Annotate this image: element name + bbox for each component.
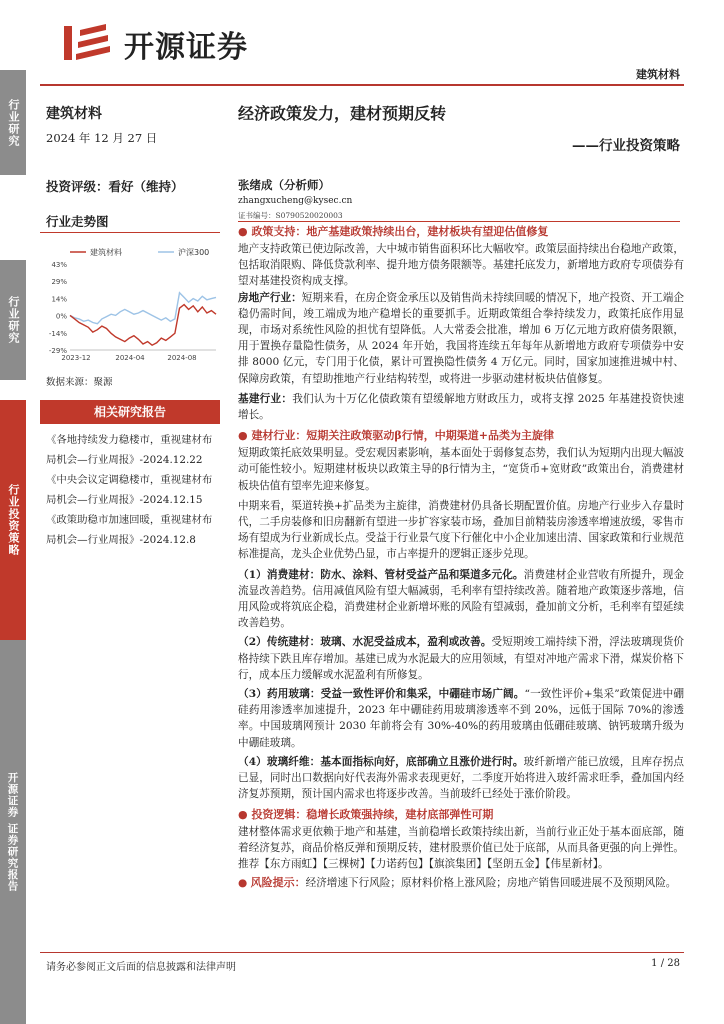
y-tick-label: -29%: [48, 347, 67, 355]
y-tick-label: 14%: [51, 295, 67, 304]
legend: [70, 247, 209, 257]
bullet-dot-icon: ●: [238, 225, 252, 238]
logo-text: 开源证券: [124, 30, 248, 65]
related-report-link[interactable]: 局机会—行业周报》-2024.12.15: [46, 494, 203, 506]
logo-mark-icon: [62, 20, 118, 64]
policy-paragraph: 地产支持政策已使边际改善，大中城市销售面积环比大幅收窄。政策层面持续出台稳地产政策，包括取消限购、降低贷款利率、提升地方债务限额等。基建托底发力，新增地方政府专项债券有望对基建投资构成支撑。: [238, 243, 684, 288]
consumer-materials-paragraph: （1）消费建材：防水、涂料、管材受益产品和渠道多元化。消费建材企业营收有所提升，现金流显改善趋势。信用减值风险有望大幅减弱，毛利率有望持续改善。随着地产政策逐步落地，信用风险或将筑底企稳，消费建材企业新增坏账的风险有望减弱，叠加前文分析，毛利率有望延续改善趋势。: [238, 568, 685, 630]
bullet-dot-icon: ●: [238, 807, 252, 821]
infrastructure-paragraph: 基建行业：我们认为十万亿化债政策有望缓解地方财政压力，或将支撑 2025 年基建投资快速增长。: [238, 392, 684, 422]
related-reports-list: [46, 430, 222, 550]
section-investment-logic: ● 投资逻辑：稳增长政策强持续，建材底部弹性可期: [238, 807, 494, 821]
investment-logic-paragraph: 建材整体需求更依赖于地产和基建，当前稳增长政策持续出新，当前行业正处于基本面底部，随着经济复苏，商品价格反弹和预期反转，建材股票价值已处于底部，从而具备更强的向上弹性。推荐【东方雨虹】【三棵树】【力诺药包】【旗滨集团】【坚朗五金】【伟星新材】。: [238, 825, 684, 870]
sidebar-tab-label: 行业投资策略: [7, 484, 20, 556]
mid-term-paragraph: 中期来看，渠道转换+扩品类为主旋律，消费建材仍具备长期配置价值。房地产行业步入存量时代，二手房装修和旧房翻新有望进一步扩容家装市场，叠加目前精装房渗透率增速放缓，零售市场有望成为行业新成长点。受益于行业景气度下行催化中小企业加速出清、国家政策和行业规范标准提高，龙头企业优势凸显，市占率提升的逻辑正逐步兑现。: [238, 499, 684, 561]
risk-warning: ● 风险提示：经济增速下行风险；原材料价格上涨风险；房地产销售回暖进展不及预期风险。: [238, 876, 677, 890]
sidebar-tab-industry-research-top: [0, 70, 26, 175]
sidebar-tab-label: 行业研究: [7, 98, 20, 147]
legend-label-building-materials: 建筑材料: [90, 248, 122, 257]
related-report-link[interactable]: 《各地持续发力稳楼市，重视建材布: [46, 434, 213, 446]
pharma-glass-paragraph: （3）药用玻璃：受益一致性评价和集采，中硼硅市场广阔。“一致性评价+集采”政策促进中硼硅药用渗透率加速提升，2023 年中硼硅药用玻璃渗透率不到 20%，远低于国际 70%的渗透率。中国玻璃网预计 2030 年前将会有 30%-40%的药用玻璃由低硼硅玻璃、钠钙玻璃升级为中硼硅玻璃。: [238, 688, 684, 749]
y-tick-label: 43%: [51, 261, 67, 269]
x-tick-label: 2024-08: [167, 354, 197, 362]
analyst-email: zhangxucheng@kysec.cn: [238, 196, 353, 206]
related-reports-title: 相关研究报告: [93, 405, 166, 419]
brand-logo: [62, 20, 312, 64]
data-source: 数据来源：聚源: [46, 377, 113, 388]
sidebar-tab-strategy: [0, 400, 26, 640]
legend-label-csi300: 沪深300: [178, 248, 210, 257]
sidebar-tab-brand: [0, 640, 26, 1024]
related-report-link[interactable]: 局机会—行业周报》-2024.12.22: [46, 454, 203, 466]
x-tick-label: 2024-04: [115, 354, 145, 362]
bullet-dot-icon: ●: [238, 877, 251, 890]
traditional-materials-paragraph: （2）传统建材：玻璃、水泥受益成本，盈利或改善。受短期竣工端持续下滑，浮法玻璃现货价格持续下跌且库存增加。基建已成为水泥最大的应用领域，有望对冲地产需求下滑，煤炭价格下行，成本压力缓解或水泥盈利有所修复。: [238, 636, 685, 681]
y-tick-label: 0%: [55, 312, 67, 321]
header-divider: [40, 84, 684, 86]
y-tick-label: 29%: [51, 278, 67, 287]
sidebar-tab-label: 行业研究: [7, 296, 20, 344]
related-report-link[interactable]: 局机会—行业周报》-2024.12.8: [46, 534, 196, 546]
analyst-divider: [238, 221, 680, 222]
analyst-name: 张绪成（分析师）: [238, 178, 330, 192]
sidebar-tab-industry-research: [0, 260, 26, 380]
section-materials-industry: ● 建材行业：短期关注政策驱动β行情，中期渠道+品类为主旋律: [238, 429, 554, 443]
investment-rating: 投资评级：看好（维持）: [46, 179, 184, 194]
glass-fiber-paragraph: （4）玻璃纤维：基本面指标向好，底部确立且涨价进行时。玻纤新增产能已放缓，且库存拐点已显，同时出口数据向好代表海外需求表现更好，二季度开始将进入玻纤需求旺季，叠加国内经济复苏预期，预计国内需求也将逐步改善。当前玻纤已经处于涨价阶段。: [238, 755, 685, 801]
section-policy-support: ● 政策支持：地产基建政策持续出台，建材板块有望迎估值修复: [238, 225, 549, 238]
related-report-link[interactable]: 《政策助稳市加速回暖，重视建材布: [46, 514, 213, 526]
footer-divider: [40, 952, 684, 953]
trend-chart-title: 行业走势图: [46, 214, 109, 229]
related-report-link[interactable]: 《中央会议定调稳楼市，重视建材布: [46, 474, 213, 486]
page-number: 1 / 28: [651, 958, 680, 969]
footer-disclaimer: 请务必参阅正文后面的信息披露和法律声明: [46, 962, 236, 973]
series-line-csi300: [70, 293, 216, 324]
sidebar-tab-label: 开源证券 证券研究报告: [6, 772, 19, 892]
industry-name: 建筑材料: [46, 106, 102, 122]
y-tick-label: -14%: [48, 329, 67, 338]
main-body: [238, 223, 684, 891]
report-date: 2024 年 12 月 27 日: [46, 131, 158, 145]
analyst-cert: 证书编号：S0790520020003: [238, 211, 343, 220]
x-tick-label: 2023-12: [61, 354, 91, 362]
related-reports-header: [40, 400, 220, 424]
trend-chart: [40, 238, 220, 366]
report-title: 经济政策发力，建材预期反转: [238, 104, 447, 123]
trend-chart-top-rule: [40, 232, 220, 233]
bullet-dot-icon: ●: [238, 429, 252, 443]
short-term-paragraph: 短期政策托底效果明显。受宏观因素影响，基本面处于弱修复态势，我们认为短期内出现大幅波动可能性较小。短期建材板块以政策主导的β行情为主，“宽货币+宽财政”政策出台，消费建材板块估值有望率先迎来修复。: [238, 447, 684, 492]
real-estate-paragraph: 房地产行业：短期来看，在房企资金承压以及销售尚未持续回暖的情况下，地产投资、开工端企稳仍需时间，竣工端成为地产稳增长的重要抓手。近期政策组合拳持续发力，政策托底作用显现，市场对系统性风险的担忧有望降低。人大常委会批准，增加 6 万亿元地方政府债务限额，用于置换存量隐性债务，从 2024 年开始，我国将连续五年每年从新增地方政府专项债券中安排 8000 亿元，专门用于化债，累计可置换隐性债务 4 万亿元。同时，国家加速推进城中村、保障房政策，有望助推地产行业结构转型，或将进一步驱动建材板块估值修复。: [238, 291, 684, 385]
report-subtitle: ——行业投资策略: [572, 138, 680, 154]
industry-tag: 建筑材料: [636, 68, 680, 81]
